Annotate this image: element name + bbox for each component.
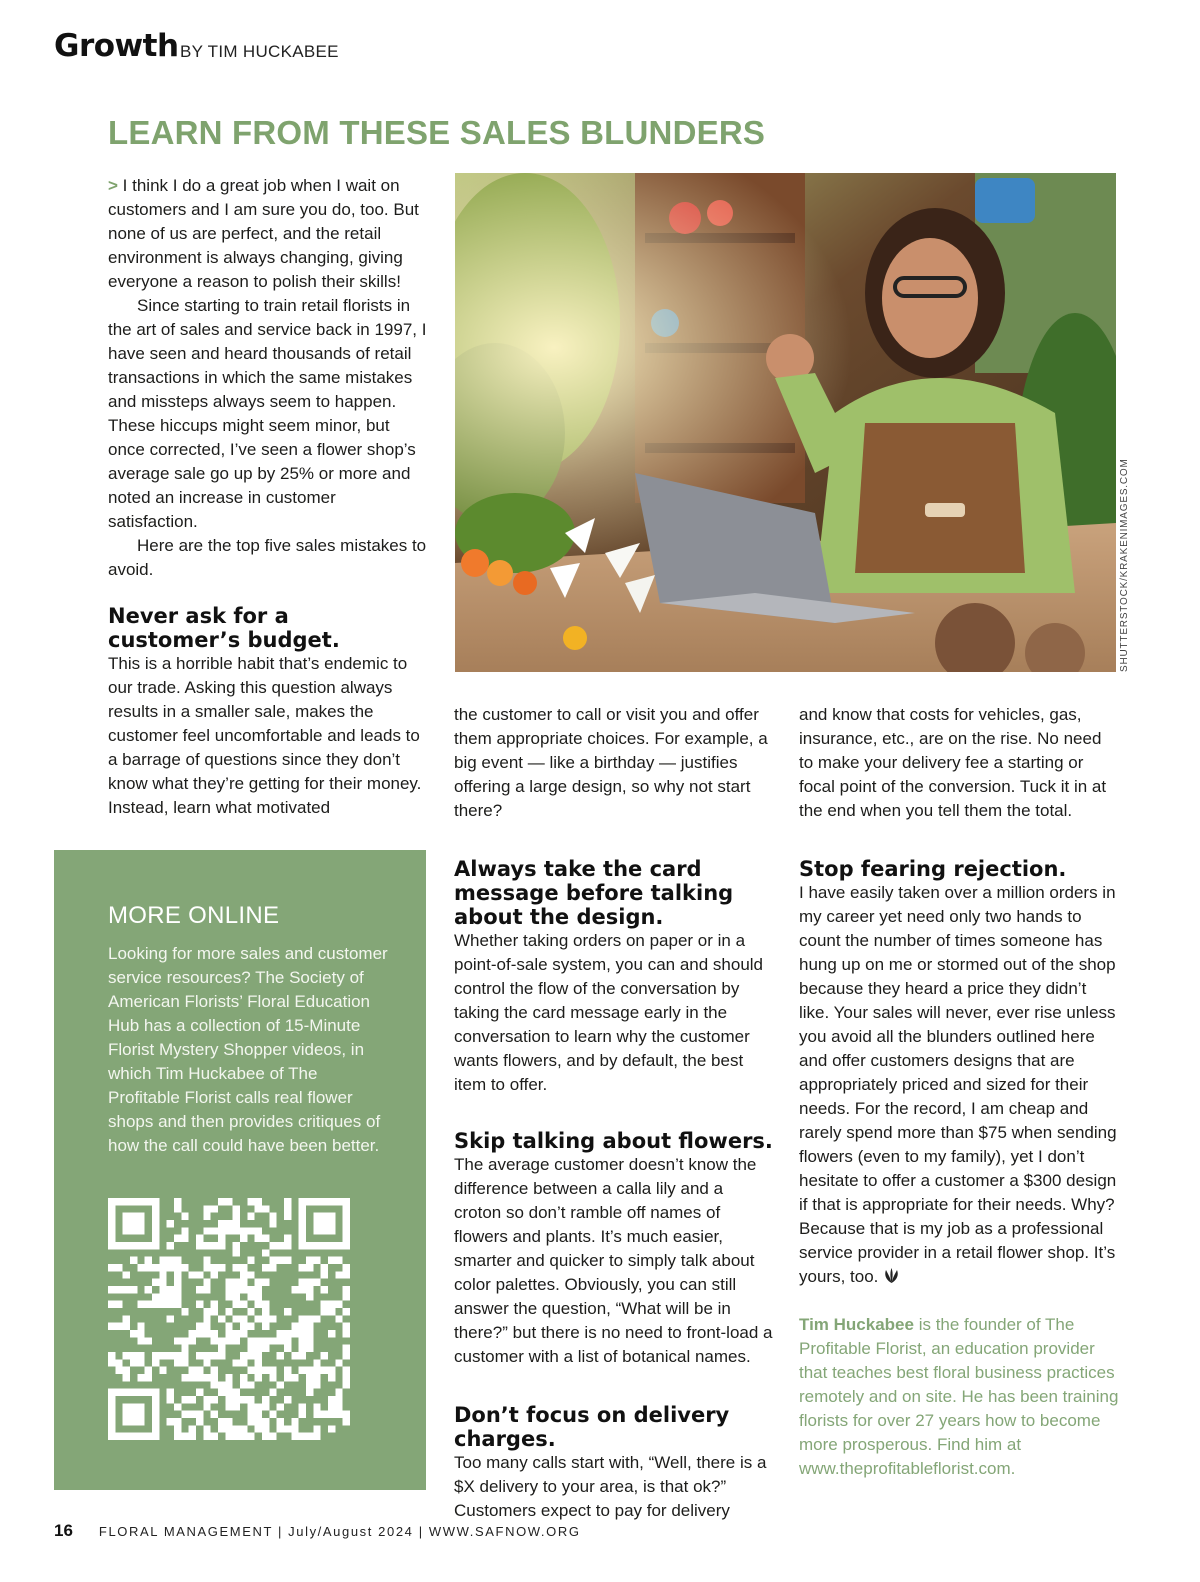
- footer-text: FLORAL MANAGEMENT | July/August 2024 | WWW.SAFNOW.ORG: [98, 1524, 581, 1539]
- sidebar-text: Looking for more sales and customer service resources? The Society of American Florists’ Floral Education Hub has a collection of 15-Minute Florist Mystery Shopper videos, in which Tim Huckabee of The Profitable Florist calls real flower shops and then provides critiques of how the call could have been better.: [108, 944, 388, 1155]
- section-heading: Stop fearing rejection.: [799, 857, 1067, 881]
- page-number: 16: [54, 1521, 73, 1540]
- section-body: the customer to call or visit you and offer them appropriate choices. For example, a big event — like a birthday — justifies offering a large design, so why not start there?: [454, 705, 768, 820]
- author-name: Tim Huckabee: [799, 1315, 914, 1334]
- column-two: [454, 703, 774, 1523]
- section-heading: Skip talking about flowers.: [454, 1129, 773, 1153]
- byline: BY TIM HUCKABEE: [180, 42, 339, 61]
- intro-paragraph: Here are the top five sales mistakes to avoid.: [108, 536, 427, 579]
- section-body: I have easily taken over a million orders in my career yet need only two hands to count the number of times someone has hung up on me or stormed out of the shop because they heard a price they didn’t like. Your sales will never, ever rise unless you avoid all the blunders outlined here and offer customers designs that are appropriately priced and sized for their needs. For the record, I am cheap and rarely spend more than $75 when sending flowers (even to my family), yet I don’t hesitate to offer a customer a $300 design if that is appropriate for their needs. Why? Because that is my job as a professional service provider in a retail flower shop. It’s yours, too.: [799, 883, 1117, 1286]
- end-mark-icon: [883, 1268, 900, 1284]
- section-body: and know that costs for vehicles, gas, insurance, etc., are on the rise. No need to make your delivery fee a starting or focal point of the conversion. Tuck it in at the end when you tell them the total.: [799, 705, 1107, 820]
- section-body: The average customer doesn’t know the difference between a calla lily and a croton so don’t ramble off names of flowers and plants. It’s much easier, smarter and quicker to simply talk about color palettes. Obviously, you can still answer the question, “What will be in there?” but there is no need to front-load a customer with a list of botanical names.: [454, 1155, 773, 1366]
- section-budget: [108, 604, 428, 820]
- intro-paragraph: > I think I do a great job when I wait on customers and I am sure you do, too. But none of us are perfect, and the retail environment is always changing, giving everyone a reason to polish their skills!: [108, 176, 419, 291]
- section-label: Growth: [54, 28, 179, 64]
- section-heading: Always take the card message before talking about the design.: [454, 857, 734, 929]
- section-body: This is a horrible habit that’s endemic to our trade. Asking this question always results in a smaller sale, makes the customer feel uncomfortable and leads to a barrage of questions since they don’t know what they’re getting for their money. Instead, learn what motivated: [108, 654, 422, 817]
- page-footer: [54, 1521, 581, 1541]
- intro-paragraph: Since starting to train retail florists in the art of sales and service back in 1997, I have seen and heard thousands of retail transactions in which the same mistakes and missteps always seem to happen. These hiccups might seem minor, but once corrected, I’ve seen a flower shop’s average sale go up by 25% or more and noted an increase in customer satisfaction.: [108, 296, 427, 531]
- intro-text: [108, 174, 428, 582]
- sidebar-title: MORE ONLINE: [108, 902, 280, 929]
- section-heading: Don’t focus on delivery charges.: [454, 1403, 730, 1451]
- section-body: Too many calls start with, “Well, there is a $X delivery to your area, is that ok?” Customers expect to pay for delivery: [454, 1453, 767, 1520]
- column-three: [799, 703, 1119, 1481]
- arrow-icon: >: [108, 176, 118, 195]
- author-bio: Tim Huckabee is the founder of The Profitable Florist, an education provider that teaches best floral business practices remotely and on site. He has been training florists for over 27 years how to become more prosperous. Find him at www.theprofitableflorist.com.: [799, 1315, 1119, 1478]
- more-online-sidebar: [54, 850, 426, 1490]
- florist-at-laptop-illustration: [455, 173, 1116, 672]
- article-headline: LEARN FROM THESE SALES BLUNDERS: [108, 114, 766, 151]
- photo-credit: SHUTTERSTOCK/KRAKENIMAGES.COM: [1119, 458, 1130, 672]
- section-body: Whether taking orders on paper or in a point-of-sale system, you can and should control the flow of the conversation by taking the card message early in the conversation to learn why the customer wants flowers, and by default, the best item to offer.: [454, 931, 764, 1094]
- article-photo: [455, 173, 1116, 672]
- qr-code[interactable]: [108, 1198, 350, 1440]
- section-heading: Never ask for a customer’s budget.: [108, 604, 340, 652]
